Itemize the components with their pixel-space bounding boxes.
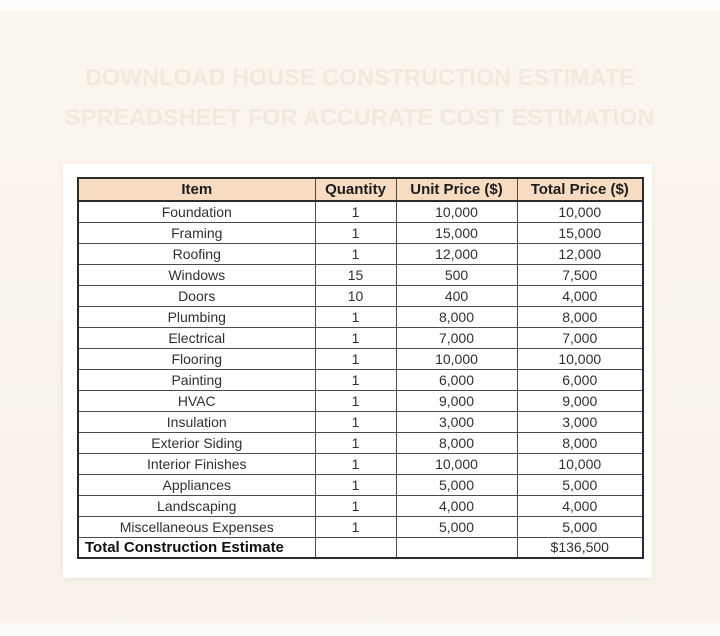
page-title: [0, 57, 720, 137]
quantity-cell: 1: [315, 369, 396, 390]
quantity-cell: 1: [315, 243, 396, 264]
table-row: [78, 243, 643, 264]
unit-price-cell: 12,000: [396, 243, 517, 264]
total-price-cell: 6,000: [517, 369, 643, 390]
unit-price-cell: 9,000: [396, 390, 517, 411]
item-cell: Doors: [78, 285, 315, 306]
table-row: [78, 264, 643, 285]
item-cell: Flooring: [78, 348, 315, 369]
quantity-cell: 1: [315, 474, 396, 495]
page-title-line1: DOWNLOAD HOUSE CONSTRUCTION ESTIMATE: [85, 64, 635, 90]
unit-price-cell: 500: [396, 264, 517, 285]
quantity-cell: 1: [315, 390, 396, 411]
item-cell: Painting: [78, 369, 315, 390]
quantity-cell: 1: [315, 348, 396, 369]
total-price-cell: 4,000: [517, 285, 643, 306]
table-row: [78, 201, 643, 222]
item-cell: Foundation: [78, 201, 315, 222]
unit-price-cell: 6,000: [396, 369, 517, 390]
spreadsheet-card: [63, 164, 652, 578]
item-cell: Appliances: [78, 474, 315, 495]
table-row: [78, 306, 643, 327]
table-row: [78, 327, 643, 348]
table-row: [78, 348, 643, 369]
table-row: [78, 432, 643, 453]
quantity-cell: 15: [315, 264, 396, 285]
item-cell: Exterior Siding: [78, 432, 315, 453]
unit-price-cell: 7,000: [396, 327, 517, 348]
column-header-total-price: Total Price ($): [517, 178, 643, 201]
total-price-cell: 10,000: [517, 348, 643, 369]
construction-estimate-table: [77, 177, 644, 559]
item-cell: Electrical: [78, 327, 315, 348]
unit-price-cell: 400: [396, 285, 517, 306]
column-header-item: Item: [78, 178, 315, 201]
quantity-cell: 1: [315, 327, 396, 348]
quantity-cell: 1: [315, 222, 396, 243]
quantity-cell: 1: [315, 516, 396, 537]
total-price-cell: 10,000: [517, 201, 643, 222]
quantity-cell: 1: [315, 201, 396, 222]
unit-price-cell: 3,000: [396, 411, 517, 432]
item-cell: Landscaping: [78, 495, 315, 516]
page-title-line2: SPREADSHEET FOR ACCURATE COST ESTIMATION: [65, 104, 655, 130]
column-header-quantity: Quantity: [315, 178, 396, 201]
unit-price-cell: 4,000: [396, 495, 517, 516]
table-total-row: [78, 537, 643, 558]
item-cell: Miscellaneous Expenses: [78, 516, 315, 537]
unit-price-cell: 10,000: [396, 201, 517, 222]
item-cell: Framing: [78, 222, 315, 243]
quantity-cell: 1: [315, 453, 396, 474]
table-row: [78, 369, 643, 390]
table-row: [78, 390, 643, 411]
total-price-cell: 8,000: [517, 306, 643, 327]
table-row: [78, 516, 643, 537]
item-cell: Plumbing: [78, 306, 315, 327]
quantity-cell: 10: [315, 285, 396, 306]
unit-price-cell: 5,000: [396, 474, 517, 495]
table-row: [78, 474, 643, 495]
table-row: [78, 285, 643, 306]
total-price-cell: 5,000: [517, 474, 643, 495]
total-quantity-cell: [315, 537, 396, 558]
table-row: [78, 453, 643, 474]
table-row: [78, 222, 643, 243]
total-price-cell: 8,000: [517, 432, 643, 453]
item-cell: Windows: [78, 264, 315, 285]
total-price-cell: 3,000: [517, 411, 643, 432]
unit-price-cell: 15,000: [396, 222, 517, 243]
quantity-cell: 1: [315, 495, 396, 516]
total-price-cell: 7,500: [517, 264, 643, 285]
unit-price-cell: 10,000: [396, 348, 517, 369]
column-header-unit-price: Unit Price ($): [396, 178, 517, 201]
table-header-row: [78, 178, 643, 201]
table-row: [78, 495, 643, 516]
item-cell: Insulation: [78, 411, 315, 432]
quantity-cell: 1: [315, 306, 396, 327]
unit-price-cell: 8,000: [396, 432, 517, 453]
total-price-cell: 10,000: [517, 453, 643, 474]
table-row: [78, 411, 643, 432]
total-price-cell: 12,000: [517, 243, 643, 264]
total-price-cell: 9,000: [517, 390, 643, 411]
item-cell: HVAC: [78, 390, 315, 411]
item-cell: Roofing: [78, 243, 315, 264]
item-cell: Interior Finishes: [78, 453, 315, 474]
unit-price-cell: 10,000: [396, 453, 517, 474]
unit-price-cell: 8,000: [396, 306, 517, 327]
unit-price-cell: 5,000: [396, 516, 517, 537]
total-label-cell: Total Construction Estimate: [78, 537, 315, 558]
total-price-cell: 4,000: [517, 495, 643, 516]
quantity-cell: 1: [315, 411, 396, 432]
total-price-cell: 15,000: [517, 222, 643, 243]
grand-total-cell: $136,500: [517, 537, 643, 558]
quantity-cell: 1: [315, 432, 396, 453]
total-price-cell: 7,000: [517, 327, 643, 348]
total-price-cell: 5,000: [517, 516, 643, 537]
total-unit-price-cell: [396, 537, 517, 558]
